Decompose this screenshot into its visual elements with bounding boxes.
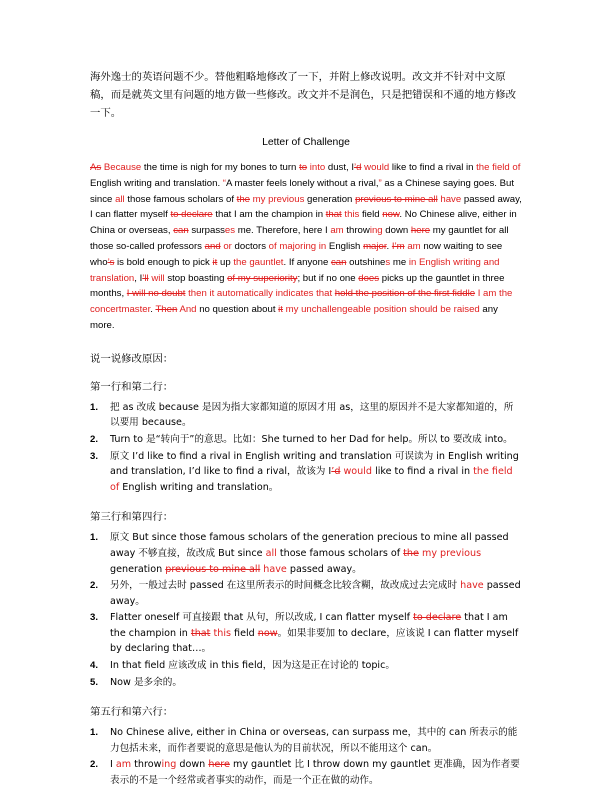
list-number: 2. xyxy=(90,433,99,445)
deleted-text: to declare xyxy=(413,612,462,624)
inserted-text: this xyxy=(341,209,360,221)
text-run: dust, I xyxy=(325,162,355,173)
inserted-text: And xyxy=(177,304,197,316)
list-item xyxy=(90,578,522,609)
text-run: passed away。 xyxy=(110,580,521,607)
list-item xyxy=(90,610,522,657)
list-item xyxy=(90,757,522,788)
deleted-text: now xyxy=(257,627,278,639)
deleted-text: can xyxy=(330,256,347,268)
text-run: passed away, I can flatter myself xyxy=(90,193,522,221)
text-run: ; but if no one xyxy=(297,272,359,284)
inserted-text: ing xyxy=(161,759,177,771)
deleted-text: the xyxy=(236,193,250,205)
inserted-text: the gauntlet xyxy=(233,256,284,268)
deleted-text: to xyxy=(299,162,308,173)
text-run: English xyxy=(326,240,364,252)
list-number: 1. xyxy=(90,532,99,544)
document-page xyxy=(90,68,522,790)
text-run: me xyxy=(390,256,409,268)
inserted-text: would xyxy=(340,466,373,478)
inserted-text: am xyxy=(330,225,344,237)
text-run: field xyxy=(359,209,383,221)
inserted-text: am xyxy=(404,240,421,252)
inserted-text: the field of xyxy=(110,466,513,493)
deleted-text: here xyxy=(410,225,431,237)
inserted-text: of majoring in xyxy=(268,240,327,252)
inserted-text: ing xyxy=(369,225,383,237)
deleted-text: now xyxy=(382,209,400,221)
text-run: stop boasting xyxy=(164,272,228,284)
text-run: 原文 I’d like to find a rival in English writing and translation 可误读为 in English writing and translation, I’d like to find a rival，故该为 I xyxy=(110,450,519,478)
text-run: generation xyxy=(110,563,166,575)
inserted-text: am xyxy=(115,759,132,771)
deleted-text: ’d xyxy=(331,466,341,478)
inserted-text: have xyxy=(437,193,462,205)
text-run: No Chinese alive, either in China or overseas, can surpass me，其中的 can 所表示的能力包括未来，而作者要说的意思是他认为的目前状况，所以不能用这个 can。 xyxy=(110,727,518,754)
text-run: doctors xyxy=(231,240,269,252)
text-run: English writing and translation. xyxy=(90,177,223,189)
deleted-text: I will no doubt xyxy=(126,288,186,300)
inserted-text: ” xyxy=(378,177,382,189)
inserted-text: then it automatically indicates that xyxy=(185,288,333,300)
text-run: 把 as 改成 because 是因为指大家都知道的原因才用 as，这里的原因并不是大家都知道的，所以要用 because。 xyxy=(110,401,514,429)
inserted-text: all xyxy=(265,547,277,559)
inserted-text: will xyxy=(148,272,165,284)
text-run: English writing and translation。 xyxy=(119,481,279,493)
inserted-text: my previous xyxy=(418,547,482,559)
inserted-text: all xyxy=(115,193,125,205)
list-item xyxy=(90,530,522,577)
inserted-text: or xyxy=(220,240,232,252)
text-run: In that field 应该改成 in this field，因为这是正在讨论的 topic。 xyxy=(110,660,395,672)
section-heading: 第三行和第四行： xyxy=(90,511,174,524)
deleted-text: ’ll xyxy=(142,272,149,284)
text-run: my gauntlet for all those so-called professors xyxy=(90,225,509,252)
deleted-text: can xyxy=(173,225,189,237)
inserted-text: “ xyxy=(222,177,226,189)
text-run: any more. xyxy=(90,304,498,331)
text-run: now waiting to see who xyxy=(90,240,503,268)
text-run: me. Therefore, here I xyxy=(235,225,331,237)
letter-body xyxy=(90,160,522,334)
deleted-text: that xyxy=(190,627,211,639)
section-heading: 第一行和第二行： xyxy=(90,380,174,393)
deleted-text: I’m xyxy=(391,240,405,252)
deleted-text: major xyxy=(363,240,387,252)
text-run: Now 是多余的。 xyxy=(110,676,182,688)
text-run: 。如果非要加 to declare，应该说 I can flatter myself by declaring that…。 xyxy=(110,627,519,655)
inserted-text: my unchallengeable position should be raised xyxy=(282,304,480,316)
deleted-text: it xyxy=(278,304,283,316)
deleted-text: does xyxy=(358,272,380,284)
numbered-list xyxy=(90,530,522,690)
deleted-text: it xyxy=(212,256,218,268)
text-run: is bold enough to pick xyxy=(114,256,213,268)
text-run: picks up the gauntlet in three months, xyxy=(90,272,505,300)
text-run: field xyxy=(230,627,258,639)
list-number: 1. xyxy=(90,727,99,739)
deleted-text: here xyxy=(208,759,230,771)
text-run: that I am the champion in xyxy=(110,612,508,639)
text-run: . No Chinese alive, either in China or overseas, xyxy=(90,209,517,237)
inserted-text: this xyxy=(210,627,231,639)
list-number: 2. xyxy=(90,580,99,592)
list-item xyxy=(90,400,522,431)
text-run: like to find a rival in xyxy=(389,162,477,173)
text-run: down xyxy=(176,759,209,771)
text-run: up xyxy=(217,256,234,268)
intro-paragraph: 海外逸士的英语问题不少。替他粗略地修改了一下，并附上修改说明。改文并不针对中文原稿，而是就英文里有问题的地方做一些修改。改文并不是润色，只是把错误和不通的地方修改一下。 xyxy=(90,71,517,119)
inserted-text: into xyxy=(307,162,326,173)
list-number: 1. xyxy=(90,401,99,413)
text-run: like to find a rival in xyxy=(372,466,474,478)
text-run: 另外，一般过去时 passed 在这里所表示的时间概念比较含糊，故改成过去完成时 xyxy=(110,580,461,592)
text-run: Turn to 是“转向于”的意思。比如：She turned to her Dad for help。所以 to 要改成 into。 xyxy=(110,433,513,445)
section-title: 说一说修改原因： xyxy=(90,352,174,365)
numbered-list xyxy=(90,725,522,788)
list-item xyxy=(90,432,522,448)
list-item xyxy=(90,725,522,756)
deleted-text: of my superiority xyxy=(227,272,298,284)
letter-title: Letter of Challenge xyxy=(262,137,350,148)
inserted-text: I am the concertmaster xyxy=(90,288,513,316)
list-number: 5. xyxy=(90,676,99,688)
deleted-text: previous to mine all xyxy=(355,193,438,205)
deleted-text: previous to mine all xyxy=(165,563,261,575)
inserted-text: have xyxy=(460,580,484,592)
deleted-text: As xyxy=(90,162,102,173)
list-item xyxy=(90,658,522,674)
text-run: surpass xyxy=(188,225,225,237)
inserted-text: es xyxy=(224,225,236,237)
text-run: I xyxy=(110,759,116,771)
list-item xyxy=(90,449,522,496)
list-number: 3. xyxy=(90,450,99,462)
text-run: those famous scholars of xyxy=(124,193,237,205)
text-run: generation xyxy=(304,193,356,205)
text-run: 原文 But since those famous scholars of the generation precious to mine all passed away 不够直接，故改成 But since xyxy=(110,532,509,559)
revision-notes xyxy=(90,378,522,789)
text-run: that I am the champion in xyxy=(212,209,326,221)
numbered-list xyxy=(90,400,522,496)
text-run: passed away。 xyxy=(286,563,362,575)
list-number: 2. xyxy=(90,759,99,771)
deleted-text: and xyxy=(204,240,221,252)
deleted-text: the xyxy=(403,547,419,559)
deleted-text: to declare xyxy=(170,209,213,221)
deleted-text: ’d xyxy=(354,162,362,173)
section-heading: 第五行和第六行： xyxy=(90,706,174,719)
inserted-text: my previous xyxy=(250,193,305,205)
text-run: throw xyxy=(131,759,162,771)
inserted-text: Because xyxy=(101,162,142,173)
list-item xyxy=(90,675,522,691)
deleted-text: ’s xyxy=(107,256,115,268)
inserted-text: would xyxy=(361,162,390,173)
deleted-text: that xyxy=(325,209,342,221)
text-run: those famous scholars of xyxy=(276,547,404,559)
deleted-text: hold the position of the first fiddle xyxy=(334,288,476,300)
inserted-text: in English writing and translation xyxy=(90,256,500,284)
text-run: as a Chinese saying goes. But since xyxy=(90,177,514,205)
list-number: 3. xyxy=(90,612,99,624)
text-run: no question about xyxy=(196,304,279,316)
text-run: . xyxy=(386,240,392,252)
text-run: my gauntlet 比 I throw down my gauntlet 更准确，因为作者要表示的不是一个经常或者事实的动作，而是一个正在做的动作。 xyxy=(110,759,520,787)
text-run: down xyxy=(382,225,411,237)
text-run: . If anyone xyxy=(283,256,331,268)
text-run: , I xyxy=(134,272,143,284)
text-run: . xyxy=(150,304,156,316)
inserted-text: the field of xyxy=(476,162,521,173)
list-number: 4. xyxy=(90,660,99,672)
deleted-text: Then xyxy=(155,304,178,316)
text-run: the time is nigh for my bones to turn xyxy=(141,162,300,173)
text-run: outshine xyxy=(346,256,386,268)
text-run: A master feels lonely without a rival, xyxy=(226,177,379,189)
text-run: throw xyxy=(343,225,370,237)
inserted-text: have xyxy=(260,563,287,575)
inserted-text: s xyxy=(385,256,391,268)
text-run: Flatter oneself 可直接跟 that 从句，所以改成, I can flatter myself xyxy=(110,612,414,624)
